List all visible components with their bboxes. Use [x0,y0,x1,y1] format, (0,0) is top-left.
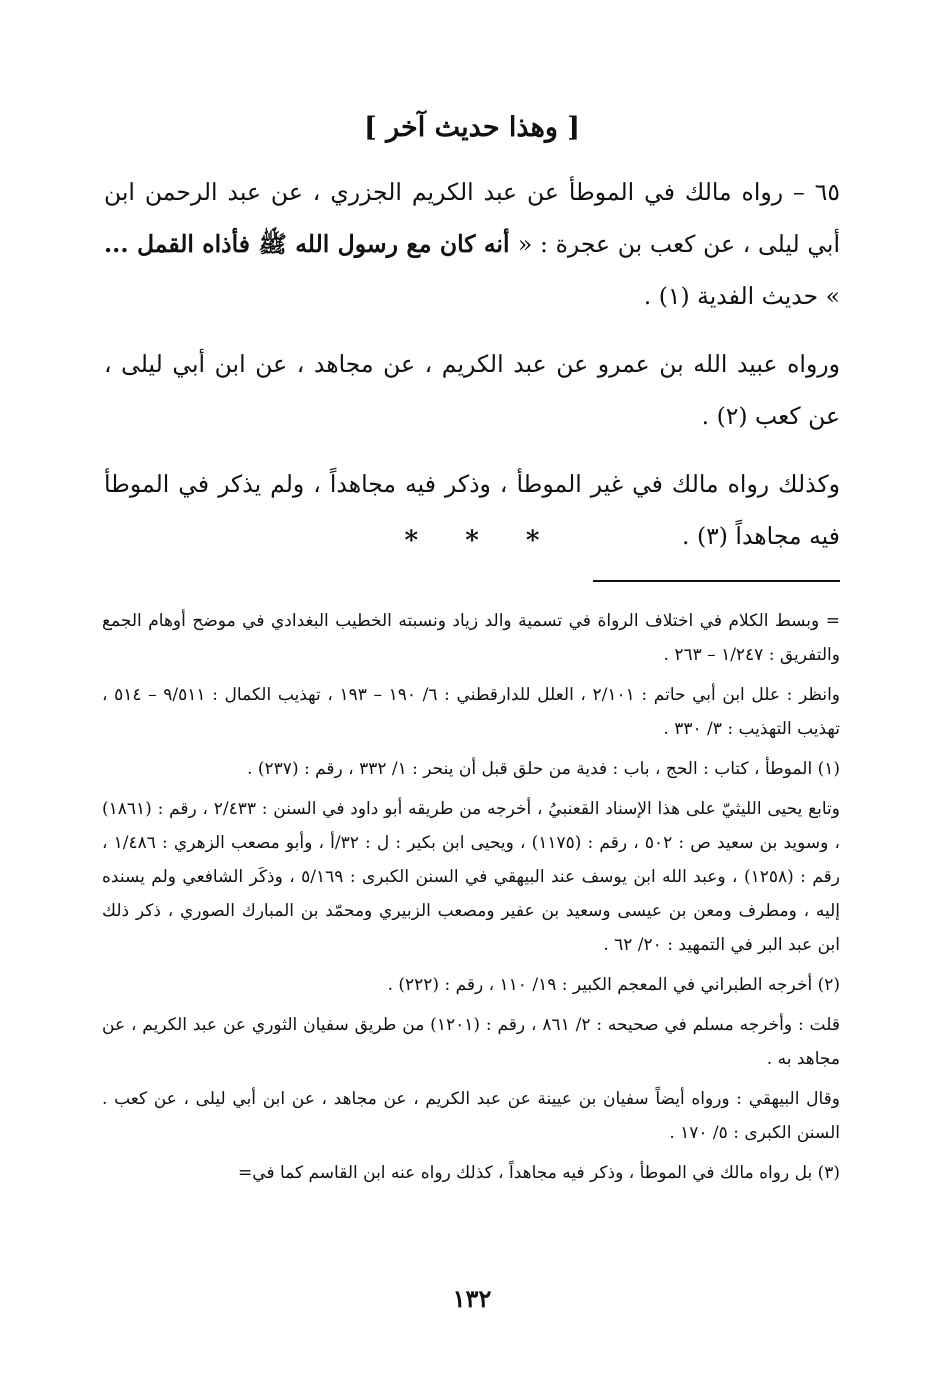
section-separator: * * * [404,526,540,556]
footnotes [102,604,840,1196]
footnote-see-also: وانظر : علل ابن أبي حاتم : ٢/١٠١ ، العلل للدارقطني : ٦/ ١٩٠ – ١٩٣ ، تهذيب الكمال : ٩/٥١١ – ٥١٤ ، تهذيب التهذيب : ٣/ ٣٣٠ . [102,685,841,739]
hadith-quote: أنه كان مع رسول الله ﷺ فأذاه القمل ... [104,230,518,258]
footnote-2-muslim: قلت : وأخرجه مسلم في صحيحه : ٢/ ٨٦١ ، رقم : (١٢٠١) من طريق سفيان الثوري عن عبد الكريم ، عن مجاهد به . [102,1015,841,1069]
footnote-2-bayhaqi: وقال البيهقي : ورواه أيضاً سفيان بن عيينة عن عبد الكريم ، عن مجاهد ، عن ابن أبي ليلى ، عن كعب . السنن الكبرى : ٥/ ١٧٠ . [102,1089,840,1143]
footnote-2: (٢) أخرجه الطبراني في المعجم الكبير : ١٩/ ١١٠ ، رقم : (٢٢٢) . [387,975,840,995]
main-text [104,166,840,578]
footnote-divider [593,580,840,582]
footnote-3: (٣) بل رواه مالك في الموطأ ، وذكر فيه مجاهداً ، كذلك رواه عنه ابن القاسم كما في= [238,1163,840,1183]
footnote-continuation: = وبسط الكلام في اختلاف الرواة في تسمية والد زياد ونسبته الخطيب البغدادي في موضح أوهام الجمع والتفريق : ١/٢٤٧ – ٢٦٣ . [102,611,840,665]
paragraph-hadith-65-intro: ٦٥ – رواه مالك في الموطأ عن عبد الكريم الجزري ، عن عبد الرحمن ابن أبي ليلى ، عن كعب بن عجرة : « [104,178,840,258]
page-number: ١٣٢ [452,1284,492,1313]
footnote-1: (١) الموطأ ، كتاب : الحج ، باب : فدية من حلق قبل أن ينحر : ١/ ٣٣٢ ، رقم : (٢٣٧) . [247,759,840,779]
section-title: [ وهذا حديث آخر ] [363,112,581,143]
paragraph-ubaydullah: ورواه عبيد الله بن عمرو عن عبد الكريم ، عن مجاهد ، عن ابن أبي ليلى ، عن كعب (٢) . [104,350,840,430]
footnote-1-followers: وتابع يحيى الليثيّ على هذا الإسناد القعنبيُ ، أخرجه من طريقه أبو داود في السنن : ٢/٤٣٣ ، رقم : (١٨٦١) ، وسويد بن سعيد ص : ٥٠٢ ، رقم : (١١٧٥) ، ويحيى ابن بكير : ل : ٣٢/أ ، وأبو مصعب الزهري : ١/٤٨٦ ، رقم : (١٢٥٨) ، وعبد الله ابن يوسف عند البيهقي في السنن الكبرى : ٥/١٦٩ ، وذكَر الشافعي ولم يسنده إليه ، ومطرف ومعن بن عيسى وسعيد بن عفير ومصعب الزبيري ومحمّد بن المبارك الصوري ، ذكر ذلك ابن عبد البر في التمهيد : ٢٠/ ٦٢ . [102,799,840,955]
paragraph-hadith-65 [104,166,840,322]
paragraph-hadith-65-end: » حديث الفدية (١) . [643,282,840,310]
paragraph-malik: وكذلك رواه مالك في غير الموطأ ، وذكر فيه مجاهداً ، ولم يذكر في الموطأ فيه مجاهداً (٣) . [104,470,840,550]
